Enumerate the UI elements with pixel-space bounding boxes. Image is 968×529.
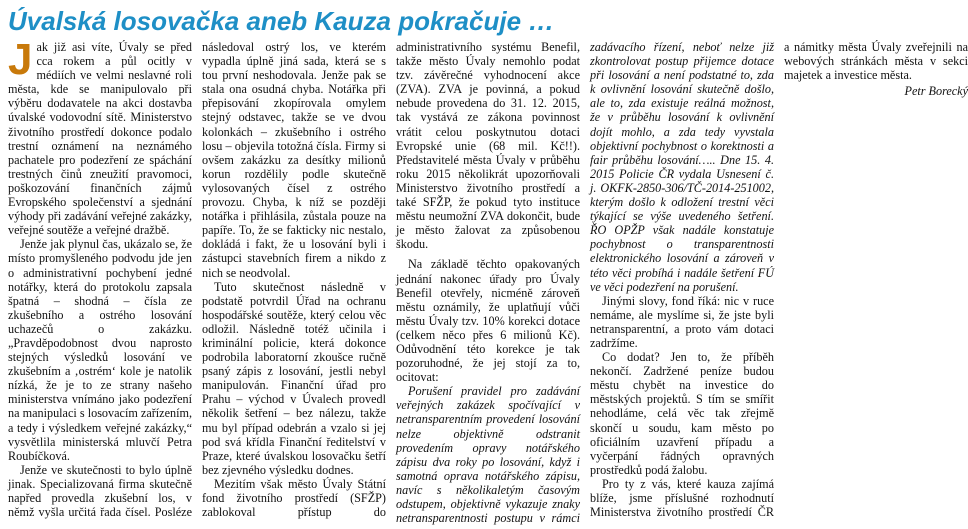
drop-cap: J (8, 35, 33, 84)
article-paragraph-5: Mezitím však město Úvaly Státní fond životního prostředí (SFŽP) zablokoval přístup do administrativního systému Benefil, takže město Úvaly nemohlo podat tzv. závěrečné vyhodnocení akce (ZVA). ZVA je povinná, a pokud nebude provedena do 31. 12. 2015, tak vystává ze zákona povinnost vrátit celou poskytnutou dotaci Evropské unie (68 mil. Kč!!). Představitelé města Úvaly v průběhu roku 2015 několikrát upozorňovali Ministerstvo životního prostředí a také SFŽP, že pokud tyto instituce městu neumožní ZVA dokončit, bude je město žalovat za způsobenou škodu. (202, 40, 580, 520)
article-paragraph-4: Tuto skutečnost následně v podstatě potvrdil Úřad na ochranu hospodářské soutěže, který celou věc odložil. Následně totéž učinila i kriminální policie, která dokonce podrobila laboratorní zkoušce ručně psaný zápis z losování, jestli nebyl manipulován. Finanční úřad pro Prahu – východ v Úvalech provedl několik šetření – bez nálezu, takže mu byl případ odebrán a vzalo si jej pod svá křídla Finanční ředitelství v Praze, které úvalskou losovačku šetří bez zjevného výsledku dodnes. (202, 279, 386, 477)
article-paragraph-6: Na základě těchto opakovaných jednání nakonec úřady pro Úvaly Benefil otevřely, nicméně zároveň městu oznámily, že uplatňují vůči městu Úvaly tzv. 10% korekci dotace (celkem něco přes 6 milionů Kč). Odůvodnění této korekce je tak pozoruhodné, že jej stojí za to, ocitovat: (396, 257, 580, 385)
article-paragraph-3: Jenže ve skutečnosti to bylo úplně jinak. Specializovaná firma skutečně napřed provedla zkušební los, v němž vyšla určitá řada čísel. Posléze následoval ostrý los, ve kterém vypadla úplně jiná sada, která se s tou první neshodovala. Jenže pak se stala ona osudná chyba. Notářka při přepisování zkopírovala omylem stejný odstavec, takže se ve dvou kolonkách – zkušebního i ostrého losu – objevila totožná čísla. Firmy si ovšem zakázku za desítky milionů korun rozdělily podle skutečně vylosovaných čísel z ostrého provozu. Chyba, k níž se později notářka i přihlásila, zůstala pouze na papíře. To, že se fakticky nic nestalo, dokládá i fakt, že u losování byli i zástupci stavebních firem a nikdo z nich se neodvolal. (8, 40, 386, 520)
article-paragraph-9: Co dodat? Jen to, že příběh nekončí. Zadržené peníze budou městu chybět na investice do městských projektů. S tím se smířit nehodláme, celá věc tak zřejmě skončí u soudu, kam město po oficiálním uzavření případu a vyčerpání řádných opravných prostředků podá žalobu. (590, 350, 774, 477)
article-headline: Úvalská losovačka aneb Kauza pokračuje … (8, 6, 555, 36)
article-paragraph-8: Jinými slovy, fond říká: nic v ruce nemáme, ale myslíme si, že jste byli netransparentní, a proto vám dotaci zadržíme. (590, 293, 774, 350)
article-quote: Porušení pravidel pro zadávání veřejných zakázek spočívající v netransparentním provedení losování nelze objektivně odstranit provedením opravy notářského zápisu dva roky po losování, když i samotná oprava notářského zápisu, navíc s několikaletým časovým odstupem, objektivně vykazuje znaky netransparentnosti postupu v rámci zadávacího řízení, neboť nelze již zkontrolovat postup přijemce dotace při losování a není podstatné to, zda k ovlivnění losování skutečně došlo, ale to, zda existuje reálná možnost, že v průběhu losování k ovlivnění dojít mohlo, a zda tedy vyvstala objektivní pochybnost o korektnosti a fair průběhu losování….. Dne 15. 4. 2015 Policie ČR vydala Usnesení č. j. OKFK-2850-306/TČ-2014-251002, kterým došlo k odložení trestní věci týkající se výše uvedeného šetření. ŘO OPŽP však nadále konstatuje pochybnost o transparentnosti elektronického losování a zároveň v této věci probíhá i nadále šetření FÚ ve věci podezření na porušení. (396, 40, 774, 526)
article-paragraph-1 (8, 35, 192, 238)
article-paragraph-10: Pro ty z vás, které kauza zajímá blíže, jsme příslušné rozhodnutí Ministerstva životního prostředí ČR a námitky města Úvaly zveřejnili na webových stránkách města v sekci majetek a investice města. (590, 40, 968, 520)
paragraph-1-text: ak již asi víte, Úvaly se před cca rokem a půl ocitly v médiích ve velmi neslavné roli města, kde se manipulovalo při výběru dodavatele na akci dostavba úvalské vodovodní sítě. Ministerstvo životního prostředí dokonce podalo trestní oznámení na neznámého pachatele pro podezření ze spáchání trestných činů zneužití pravomoci, poškozování finančních zájmů Evropského společenství a sjednání výhody při zadávání veřejné zakázky, veřejné soutěže a veřejné dražbě. (8, 40, 192, 238)
article-paragraph-2: Jenže jak plynul čas, ukázalo se, že místo promyšleného podvodu jde jen o administrativní pochybení jedné notářky, která do protokolu zapsala špatná – shodná – čísla ze zkušebního a ostrého losování uchazečů o zakázku. „Pravděpodobnost dvou naprosto stejných výsledků losování ve zkušebním a ‚ostrém‘ kole je natolik nízká, že je to ze strany našeho ministerstva vnímáno jako podezření na manipulaci s losovacím zařízením, a tedy i výsledkem veřejné zakázky,“ vysvětlila ministerská mluvčí Petra Roubíčková. (8, 237, 192, 463)
article-author: Petr Borecký (904, 84, 968, 99)
article-body (8, 35, 968, 529)
